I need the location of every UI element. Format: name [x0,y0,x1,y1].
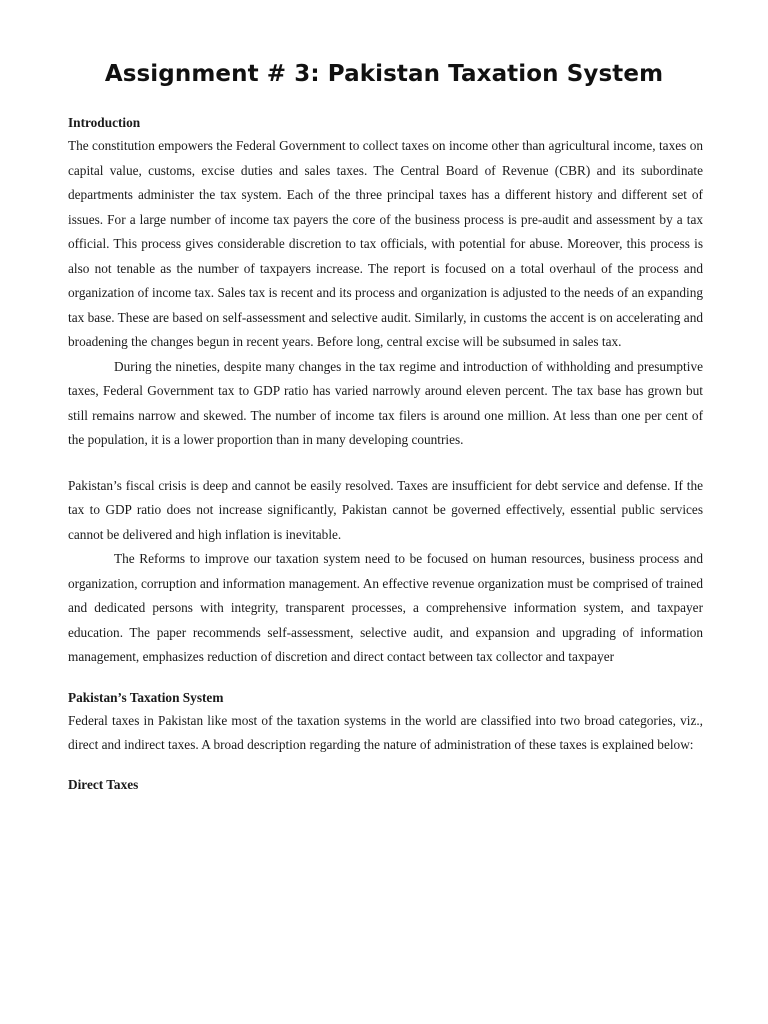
intro-paragraph-4: The Reforms to improve our taxation system need to be focused on human resources, business process and organization, corruption and information management. An effective revenue organization must be comprised of trained and dedicated persons with integrity, transparent processes, a comprehensive information system, and taxpayer education. The paper recommends self-assessment, selective audit, and expansion and upgrading of information management, emphasizes reduction of discretion and direct contact between tax collector and taxpayer [68,551,703,664]
section-heading-introduction: Introduction [68,115,141,130]
document-body [68,113,703,795]
intro-paragraph-1: The constitution empowers the Federal Government to collect taxes on income other than agricultural income, taxes on capital value, customs, excise duties and sales taxes. The Central Board of Revenue (CBR) and its subordinate departments administer the tax system. Each of the three principal taxes has a different history and different set of issues. For a large number of income tax payers the core of the business process is pre-audit and assessment by a tax official. This process gives considerable discretion to tax officials, with potential for abuse. Moreover, this process is also not tenable as the number of taxpayers increase. The report is focused on a total overhaul of the process and organization of income tax. Sales tax is recent and its process and organization is adjusted to the needs of an expanding tax base. These are based on self-assessment and selective audit. Similarly, in customs the accent is on accelerating and broadening the changes begun in recent years. Before long, central excise will be subsumed in sales tax. [68,138,703,349]
document-title: Assignment # 3: Pakistan Taxation System [104,61,664,87]
section-heading-direct-taxes: Direct Taxes [68,776,139,792]
intro-paragraph-3: Pakistan’s fiscal crisis is deep and cannot be easily resolved. Taxes are insufficient for debt service and defense. If the tax to GDP ratio does not increase significantly, Pakistan cannot be governed effectively, essential public services cannot be delivered and high inflation is inevitable. [68,477,703,542]
taxation-system-paragraph: Federal taxes in Pakistan like most of the taxation systems in the world are classified into two broad categories, viz., direct and indirect taxes. A broad description regarding the nature of administration of these taxes is explained below: [68,712,703,752]
section-heading-taxation-system: Pakistan’s Taxation System [68,689,224,705]
intro-paragraph-2: During the nineties, despite many changes in the tax regime and introduction of withholding and presumptive taxes, Federal Government tax to GDP ratio has varied narrowly around eleven percent. The tax base has grown but still remains narrow and skewed. The number of income tax filers is around one million. At less than one per cent of the population, it is a lower proportion than in many developing countries. [68,358,703,447]
